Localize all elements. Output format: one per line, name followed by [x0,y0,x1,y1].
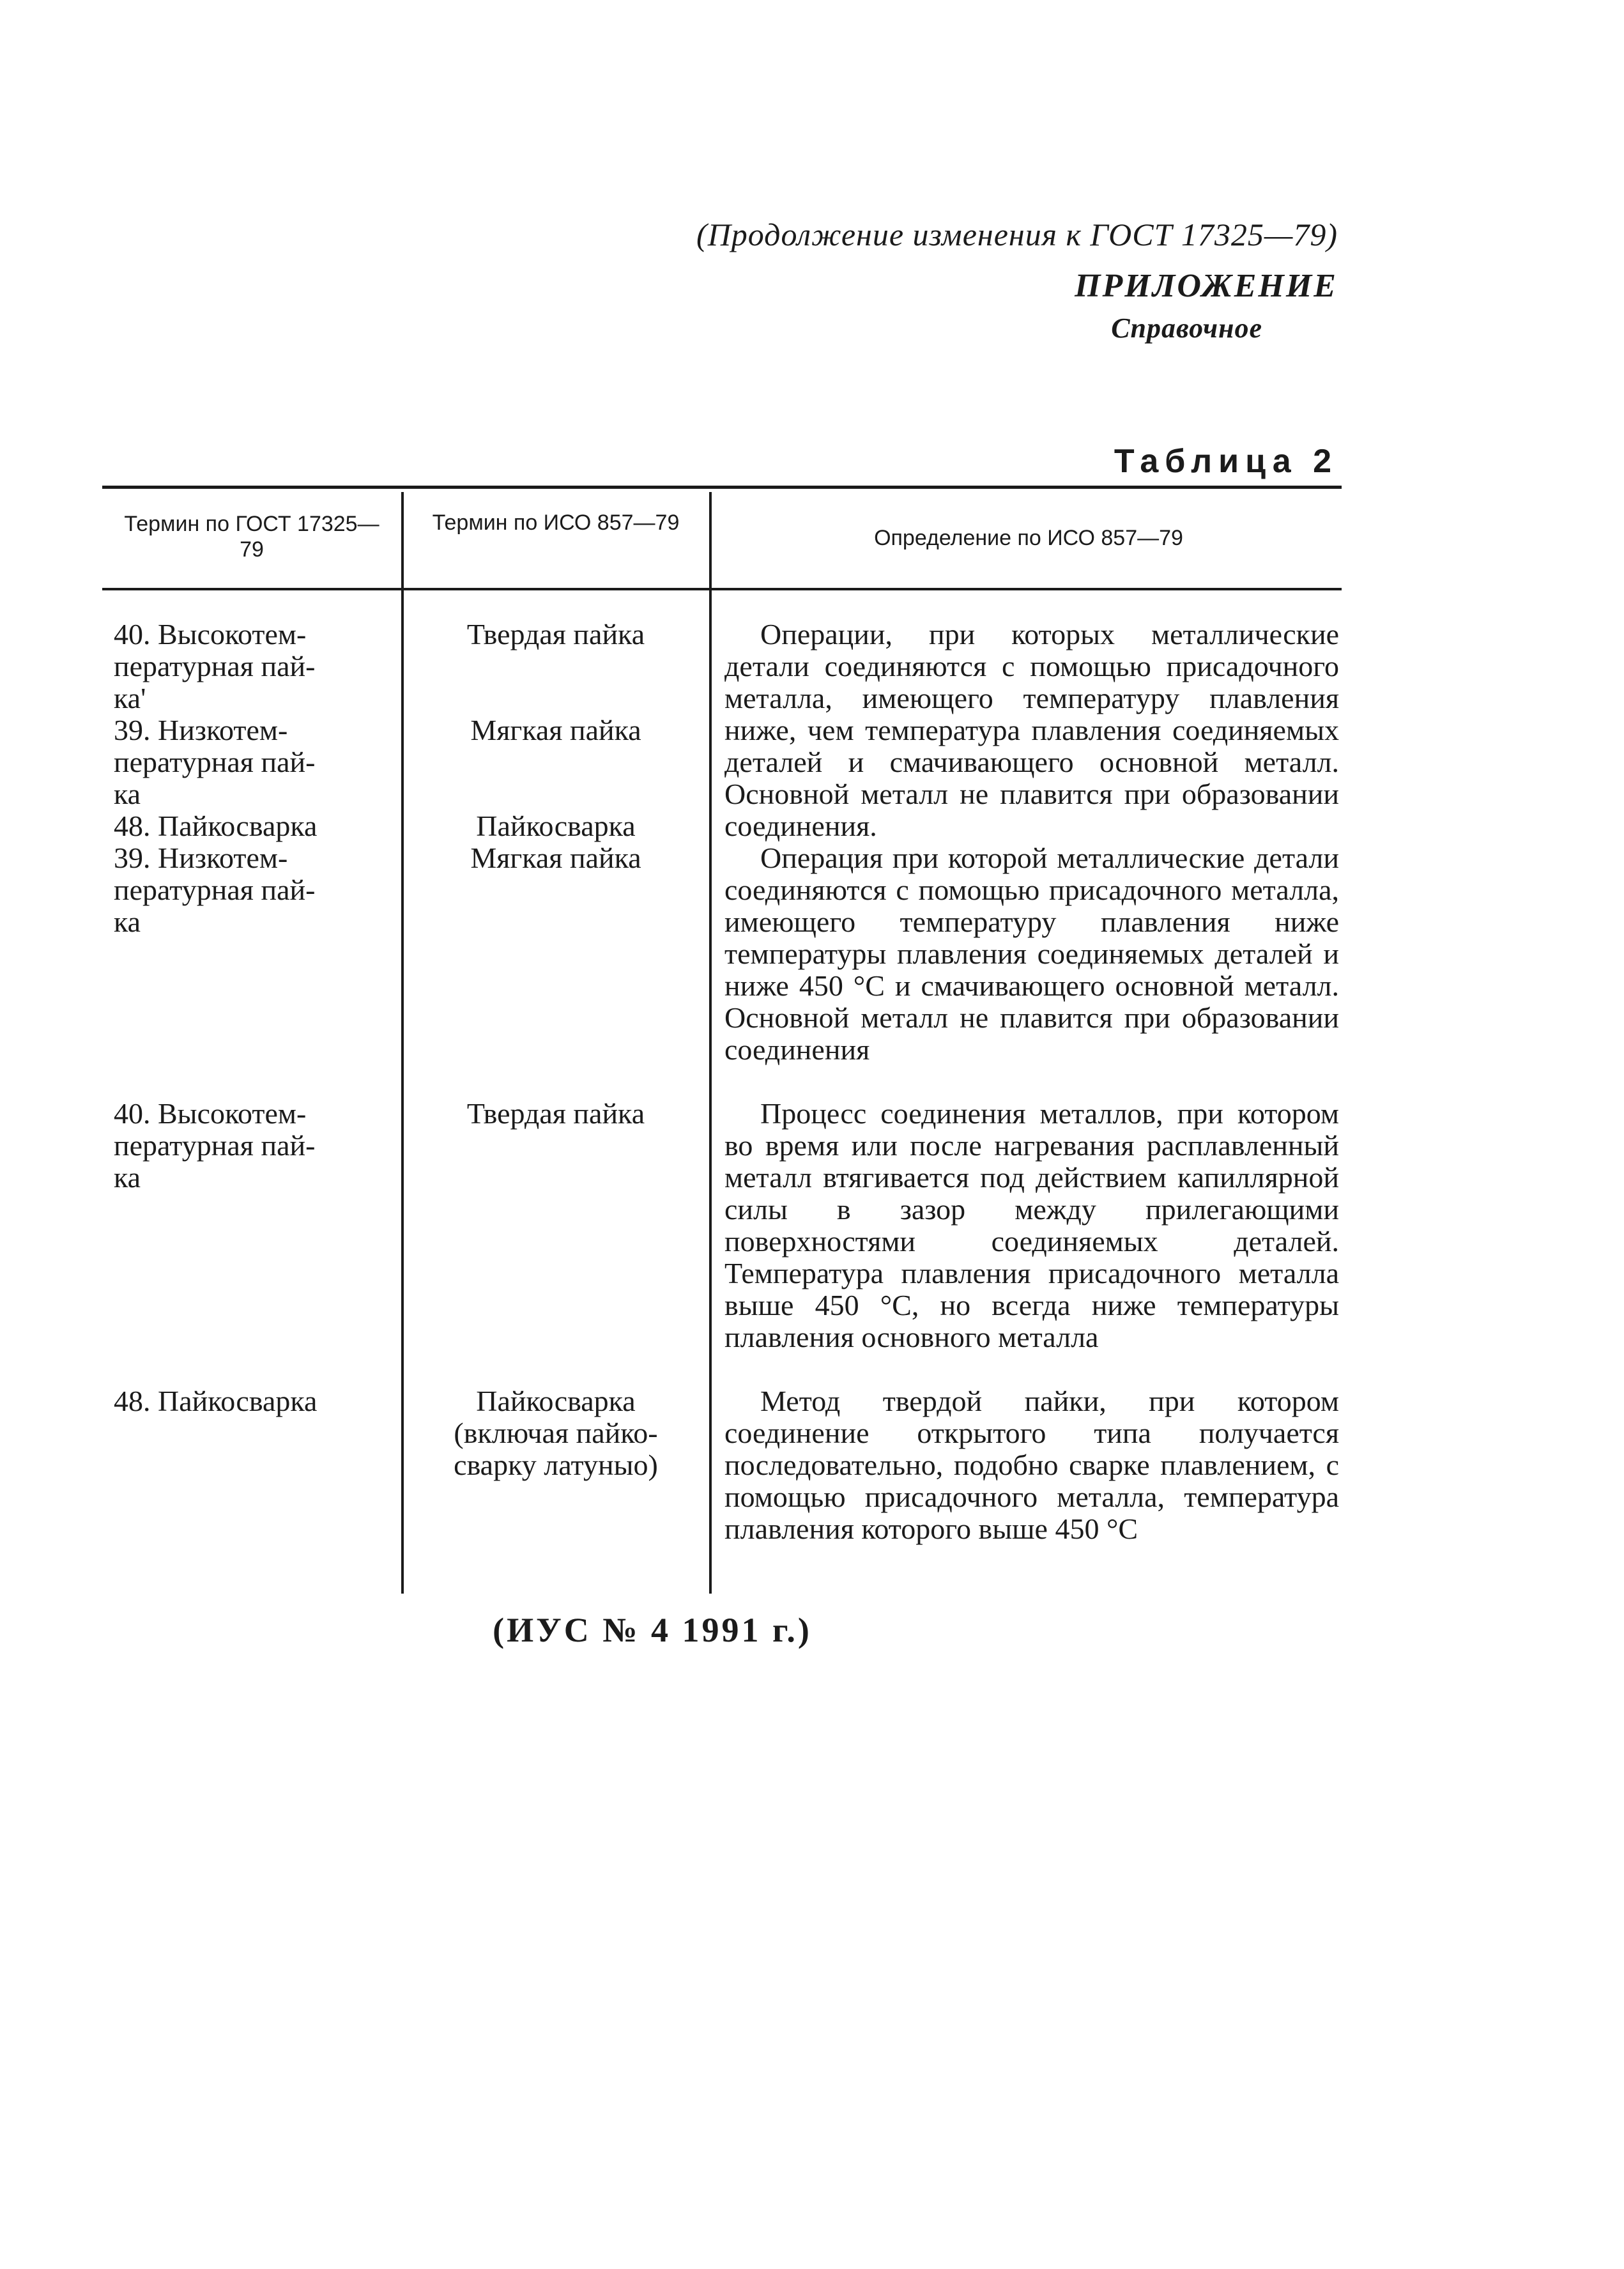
table-cell-iso-term: Мягкая пайка [470,842,641,874]
table-cell-iso-term: Твердая пайка Мягкая пайка Пайкосварка [466,618,645,842]
definition-text: Метод твердой пайки, при котором соединение открытого типа получается последовательно, подобно сварке плавлением, с помощью присадочного металла, температура плавления которого выше 450 °С [724,1385,1339,1545]
appendix-title: ПРИЛОЖЕНИЕ [1075,268,1338,304]
appendix-kind: Справочное [1111,312,1262,344]
definition-text: Процесс соединения металлов, при котором во время или после нагревания расплавленный металл втягивается под действием капиллярной силы в зазор между прилегающими поверхностями соединяемых деталей. Температура плавления присадочного металла выше 450 °С, но всегда ниже температуры плавления основного металла [724,1097,1339,1353]
column-header-iso-definition: Определение по ИСО 857—79 [874,526,1183,550]
definition-text: Операции, при которых металлические детали соединяются с помощью присадочного металла, имеющего температуру плавления ниже, чем температура плавления соединяемых деталей и смачивающего основной металл. Основной металл не плавится при образовании соединения. [724,618,1339,842]
column-header-gost-term: Термин по ГОСТ 17325—79 [124,512,379,562]
table-cell-gost-term: 39. Низкотем- пературная пай- ка [114,842,316,938]
table-cell-iso-definition [724,619,1339,842]
table-cell-iso-definition [724,842,1339,1066]
continuation-note: (Продолжение изменения к ГОСТ 17325—79) [696,217,1338,252]
table-cell-gost-term: 40. Высокотем- пературная пай- ка [114,1097,316,1194]
table-cell-iso-definition [724,1385,1339,1545]
column-divider [709,492,712,1594]
table-cell-iso-term: Твердая пайка [466,1097,645,1130]
definition-text: Операция при которой металлические детали соединяются с помощью присадочного металла, имеющего температуру плавления ниже температуры плавления соединяемых деталей и ниже 450 °С и смачивающего основной металл. Основной металл не плавится при образовании соединения [724,842,1339,1066]
column-header-iso-term: Термин по ИСО 857—79 [432,511,680,535]
table-label: Таблица 2 [1114,443,1338,480]
table-cell-iso-definition [724,1098,1339,1353]
amendment-source-reference: (ИУС № 4 1991 г.) [493,1611,812,1649]
table-cell-gost-term: 48. Пайкосварка [114,1385,318,1417]
table-cell-gost-term: 40. Высокотем- пературная пай- ка' 39. Низкотем- пературная пай- ка 48. Пайкосварка [114,618,318,842]
table-header-rule [102,588,1342,590]
table-top-rule [102,486,1342,489]
table-cell-iso-term: Пайкосварка (включая пайко- сварку латуныо) [454,1385,658,1481]
column-divider [401,492,404,1594]
